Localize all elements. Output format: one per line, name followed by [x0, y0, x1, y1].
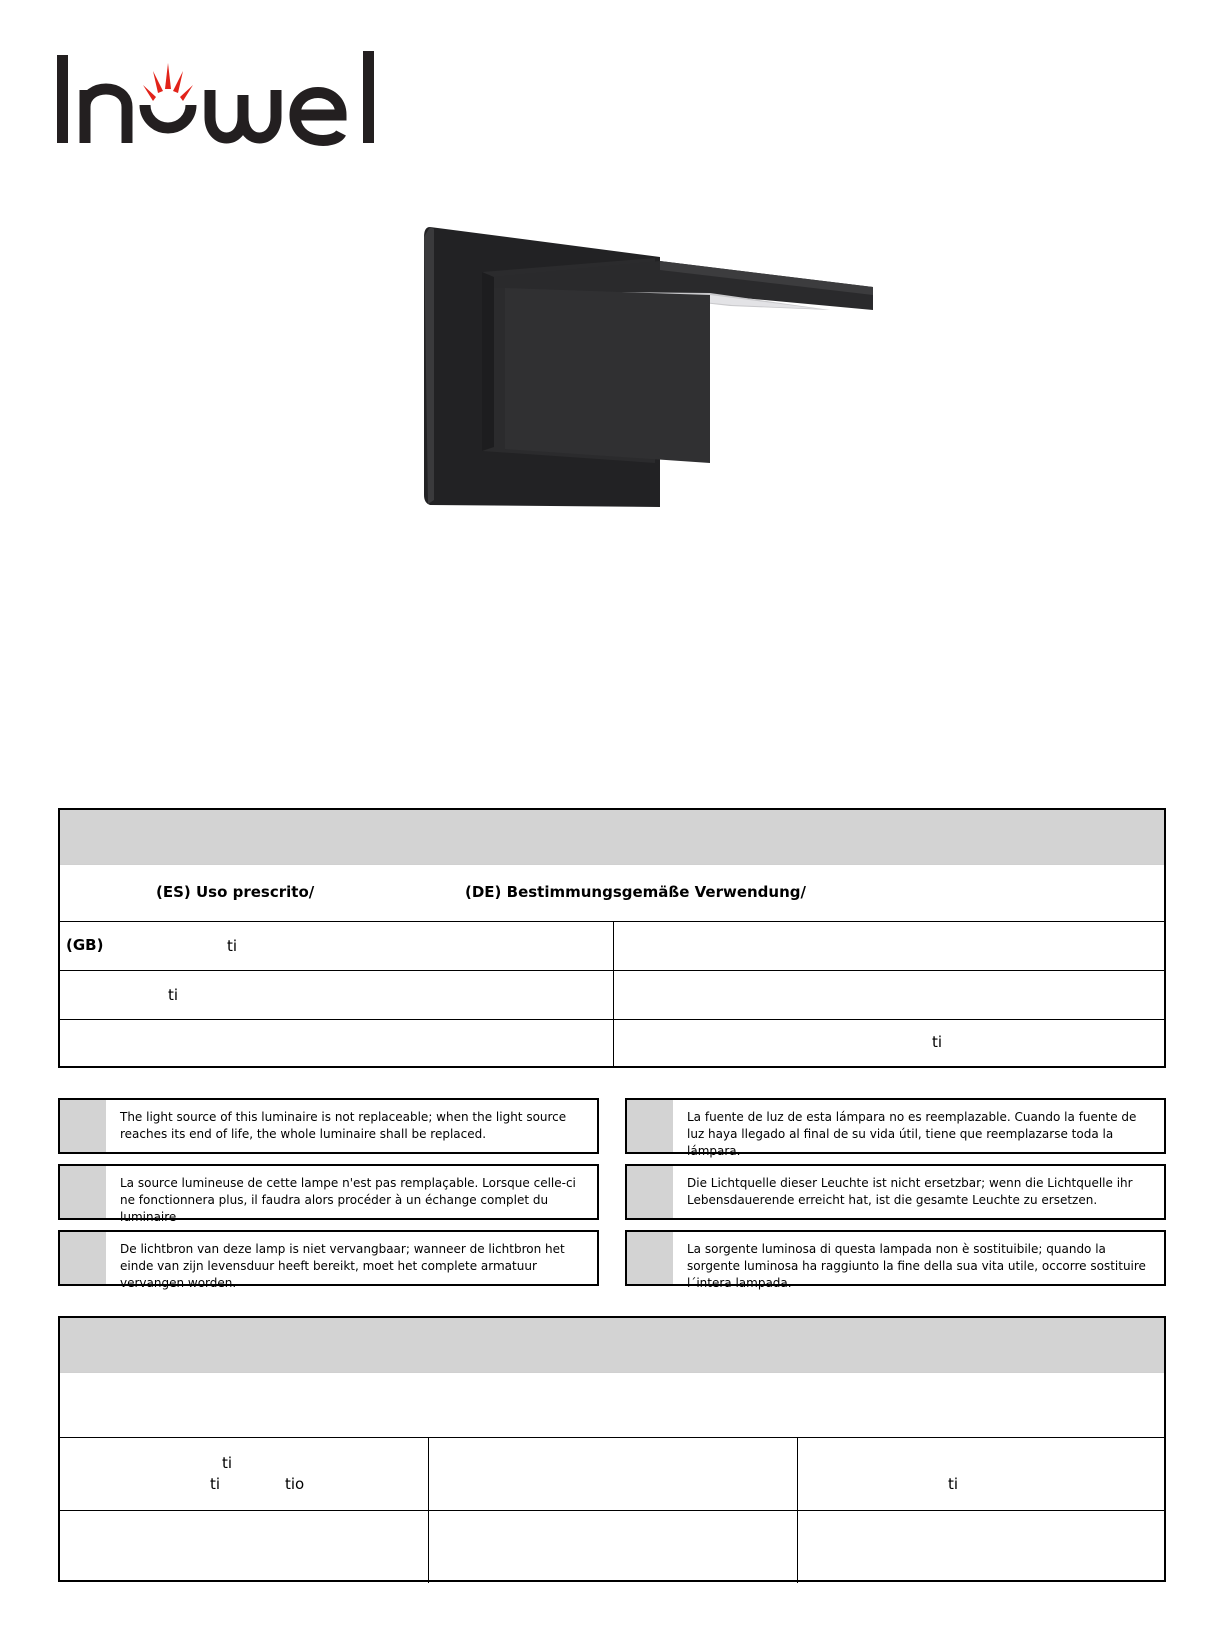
notice-gb — [58, 1098, 599, 1154]
notice-text: La source lumineuse de cette lampe n'est pas remplaçable. Lorsque celle-ci ne fonctionnera plus, il faudra alors procéder à un échange complet du luminaire — [120, 1176, 576, 1224]
notice-flag-area — [60, 1166, 106, 1218]
specification-table — [58, 1316, 1166, 1582]
notice-text: La fuente de luz de esta lámpara no es reemplazable. Cuando la fuente de luz haya llegado al final de su vida útil, tiene que reemplazarse toda la lámpara. — [687, 1110, 1137, 1158]
table-header-bar — [60, 810, 1164, 864]
text-fragment: ti — [210, 1475, 221, 1493]
notice-flag-area — [60, 1100, 106, 1152]
notice-de — [625, 1164, 1166, 1220]
gb-label: (GB) — [66, 936, 104, 954]
intended-use-table — [58, 808, 1166, 1068]
use-cell — [60, 1020, 613, 1068]
notice-fr — [58, 1164, 599, 1224]
notice-flag-area — [627, 1166, 673, 1218]
spec-row-2 — [60, 1510, 1164, 1583]
spec-row-1 — [60, 1437, 1164, 1510]
text-fragment: tio — [285, 1475, 305, 1493]
notice-flag-area — [60, 1232, 106, 1284]
notice-nl — [58, 1230, 599, 1290]
notice-text: Die Lichtquelle dieser Leuchte ist nicht ersetzbar; wenn die Lichtquelle ihr Lebensdauerende erreicht hat, ist die gesamte Leuchte zu ersetzen. — [687, 1176, 1133, 1207]
table-header-bar — [60, 1318, 1164, 1372]
text-fragment: ti — [948, 1475, 959, 1493]
de-heading: (DE) Bestimmungsgemäße Verwendung/ — [465, 883, 806, 901]
text-fragment: ti — [222, 1454, 233, 1472]
notice-flag-area — [627, 1232, 673, 1284]
text-fragment: ti — [227, 937, 238, 955]
spec-cell — [797, 1511, 1164, 1583]
use-row-2 — [60, 970, 1164, 1019]
notice-text: The light source of this luminaire is not replaceable; when the light source reaches its end of life, the whole luminaire shall be replaced. — [120, 1110, 567, 1141]
spec-cell — [60, 1438, 428, 1510]
use-cell — [613, 1020, 1164, 1068]
notice-text: De lichtbron van deze lamp is niet vervangbaar; wanneer de lichtbron het einde van zijn levensduur heeft bereikt, moet het complete armatuur vervangen worden. — [120, 1242, 565, 1290]
language-heading-row — [60, 864, 1164, 921]
use-row-1 — [60, 921, 1164, 970]
notice-text: La sorgente luminosa di questa lampada non è sostituibile; quando la sorgente luminosa ha raggiunto la fine della sua vita utile, occorre sostituire l´intera lampada. — [687, 1242, 1146, 1290]
spec-cell — [60, 1511, 428, 1583]
text-fragment: ti — [932, 1033, 943, 1051]
inowel-logo — [55, 45, 405, 155]
notice-flag-area — [627, 1100, 673, 1152]
notice-es — [625, 1098, 1166, 1158]
spec-cell — [428, 1511, 797, 1583]
product-image — [400, 215, 920, 565]
es-heading: (ES) Uso prescrito/ — [156, 883, 315, 901]
spec-cell — [428, 1438, 797, 1510]
spec-cell — [797, 1438, 1164, 1510]
use-cell — [60, 922, 613, 970]
notice-it — [625, 1230, 1166, 1290]
use-cell — [613, 922, 1164, 970]
table-subheader — [60, 1372, 1164, 1437]
use-row-3 — [60, 1019, 1164, 1068]
use-cell — [613, 971, 1164, 1019]
use-cell — [60, 971, 613, 1019]
text-fragment: ti — [168, 986, 179, 1004]
